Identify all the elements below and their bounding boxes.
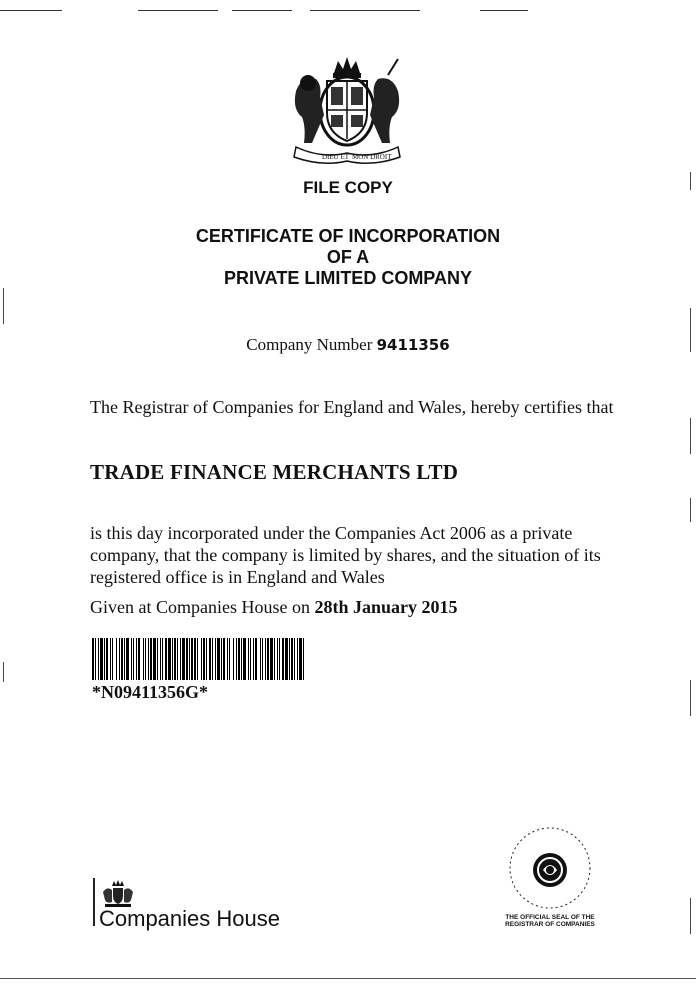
companies-house-wordmark: Companies House (99, 906, 280, 931)
barcode-bar (95, 638, 96, 680)
top-rule (0, 10, 62, 11)
barcode-bar (145, 638, 146, 680)
barcode-bar (157, 638, 158, 680)
barcode-bar (299, 638, 302, 680)
barcode-bar (291, 638, 293, 680)
incorporation-statement: is this day incorporated under the Companies Act 2006 as a private company, that the company is limited by shares, and the situation of its registered office is in England and Wales (90, 523, 601, 587)
barcode-bar (265, 638, 266, 680)
barcode-bar (255, 638, 257, 680)
barcode-bar (267, 638, 269, 680)
barcode-bar (126, 638, 129, 680)
top-rule (310, 10, 420, 11)
title-line: OF A (326, 247, 370, 267)
barcode-bar (136, 638, 137, 680)
barcode-bar (215, 638, 216, 680)
barcode-bar (236, 638, 237, 680)
barcode-bar (110, 638, 111, 680)
barcode-bar (223, 638, 225, 680)
company-number-value: 9411356 (376, 336, 450, 354)
barcode-bar (303, 638, 304, 680)
barcode-bar (209, 638, 211, 680)
barcode-bar (241, 638, 242, 680)
barcode-bar (250, 638, 251, 680)
barcode-bar (270, 638, 273, 680)
barcode-bar (100, 638, 103, 680)
given-at-statement (90, 597, 457, 618)
barcode-bar (165, 638, 167, 680)
official-seal-icon (506, 824, 594, 912)
barcode-bar (194, 638, 196, 680)
barcode-bar (119, 638, 120, 680)
barcode-bar (168, 638, 171, 680)
edge-mark (3, 288, 4, 324)
barcode-bar (227, 638, 228, 680)
barcode-bar (260, 638, 261, 680)
barcode-bar (177, 638, 178, 680)
certificate-title (0, 226, 696, 289)
edge-mark (3, 662, 4, 682)
barcode-bar (248, 638, 249, 680)
svg-text:DIEU ET: DIEU ET (322, 153, 350, 161)
barcode-bar (253, 638, 254, 680)
file-copy-heading: FILE COPY (303, 178, 393, 197)
company-number (0, 335, 696, 355)
seal-caption-line: THE OFFICIAL SEAL OF THE (505, 914, 595, 921)
barcode-bar (279, 638, 280, 680)
barcode-bar (172, 638, 173, 680)
barcode-bar (191, 638, 193, 680)
top-rule (232, 10, 292, 11)
logo-divider (93, 878, 95, 926)
top-rule (480, 10, 528, 11)
registrar-statement: The Registrar of Companies for England and Wales, hereby certifies that (90, 397, 614, 417)
given-prefix: Given at Companies House on (90, 597, 310, 617)
barcode-bar (229, 638, 230, 680)
barcode-bar (277, 638, 278, 680)
barcode-bar (294, 638, 295, 680)
crown-crest-icon (101, 880, 135, 908)
barcode-bar (160, 638, 161, 680)
barcode-bar (186, 638, 188, 680)
barcode-bar (131, 638, 132, 680)
barcode-bar (212, 638, 213, 680)
edge-mark (690, 680, 691, 716)
barcode-bar (106, 638, 108, 680)
bottom-rule (0, 978, 696, 979)
barcode-bar (189, 638, 190, 680)
barcode-image (92, 638, 304, 680)
barcode-bar (285, 638, 288, 680)
barcode-bar (133, 638, 134, 680)
barcode-bar (112, 638, 113, 680)
barcode-bar (153, 638, 156, 680)
barcode-bar (282, 638, 284, 680)
barcode-bar (274, 638, 275, 680)
top-rule (138, 10, 218, 11)
barcode-bar (121, 638, 123, 680)
edge-mark (690, 898, 691, 934)
barcode-bar (243, 638, 246, 680)
barcode-bar (150, 638, 152, 680)
barcode-bar (138, 638, 140, 680)
barcode-bar (182, 638, 185, 680)
barcode-bar (104, 638, 105, 680)
barcode-bar (233, 638, 234, 680)
barcode-bar (217, 638, 220, 680)
barcode-bar (238, 638, 240, 680)
seal-caption-line: REGISTRAR OF COMPANIES (505, 921, 595, 928)
edge-mark (690, 498, 691, 522)
barcode-bar (201, 638, 202, 680)
barcode-bar (262, 638, 263, 680)
barcode-bar (92, 638, 94, 680)
incorporation-date: 28th January 2015 (314, 597, 458, 617)
company-name: TRADE FINANCE MERCHANTS LTD (90, 460, 459, 484)
barcode-bar (203, 638, 205, 680)
seal-caption (492, 914, 608, 928)
barcode-bar (116, 638, 117, 680)
title-line: CERTIFICATE OF INCORPORATION (195, 226, 501, 246)
barcode-bar (174, 638, 176, 680)
company-number-label: Company Number (246, 335, 373, 354)
barcode-bar (148, 638, 149, 680)
barcode-bar (143, 638, 144, 680)
edge-mark (690, 418, 691, 454)
svg-text:MON DROIT: MON DROIT (352, 153, 392, 161)
barcode-bar (221, 638, 222, 680)
barcode-bar (162, 638, 163, 680)
barcode-bar (98, 638, 99, 680)
barcode-bar (289, 638, 290, 680)
barcode-text: *N09411356G* (92, 682, 209, 702)
royal-coat-of-arms-icon (282, 55, 412, 165)
barcode-bar (206, 638, 207, 680)
barcode-bar (197, 638, 198, 680)
barcode-bar (124, 638, 125, 680)
barcode-bar (297, 638, 298, 680)
barcode-bar (180, 638, 181, 680)
title-line: PRIVATE LIMITED COMPANY (223, 268, 472, 288)
